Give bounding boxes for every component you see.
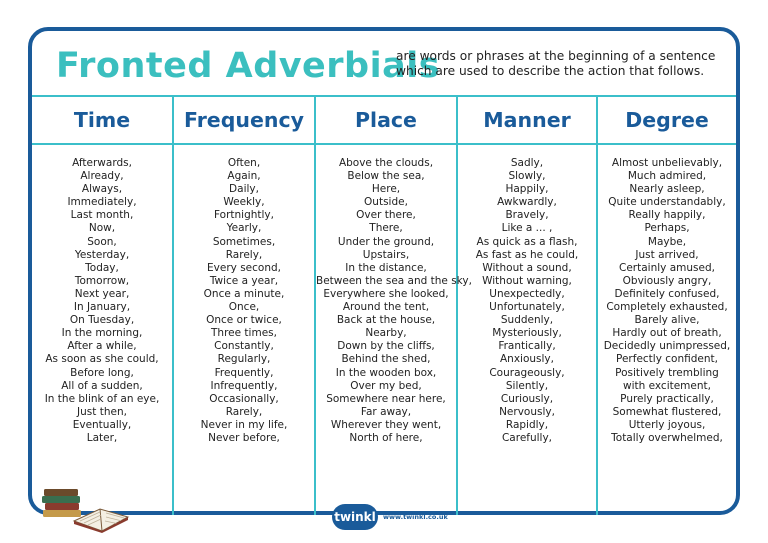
- list-item: Tomorrow,: [74, 274, 130, 287]
- column-manner: [458, 97, 598, 515]
- column-list-manner: [458, 145, 596, 445]
- list-item: Nearby,: [365, 327, 407, 340]
- column-list-frequency: [174, 145, 314, 445]
- column-list-time: [32, 145, 172, 445]
- list-item: Down by the cliffs,: [337, 340, 435, 353]
- column-frequency: [174, 97, 316, 515]
- list-item: Fortnightly,: [213, 209, 274, 222]
- list-item: Yesterday,: [74, 248, 130, 261]
- list-item: Suddenly,: [500, 314, 554, 327]
- list-item: Wherever they went,: [330, 418, 442, 431]
- column-heading-place: Place: [316, 97, 456, 145]
- list-item: Twice a year,: [209, 274, 279, 287]
- list-item: All of a sudden,: [61, 379, 143, 392]
- list-item: As soon as she could,: [45, 353, 159, 366]
- list-item: Totally overwhelmed,: [611, 431, 723, 444]
- list-item: Never before,: [208, 431, 280, 444]
- list-item: Without warning,: [482, 274, 572, 287]
- poster-frame: [28, 27, 740, 524]
- list-item: Eventually,: [72, 418, 132, 431]
- list-item: Between the sea and the sky,: [316, 274, 472, 287]
- list-item: Somewhere near here,: [326, 392, 446, 405]
- list-item: Just then,: [77, 405, 127, 418]
- list-item: Rapidly,: [505, 418, 549, 431]
- list-item: Outside,: [364, 196, 408, 209]
- list-item: Once a minute,: [203, 287, 285, 300]
- list-item: Sometimes,: [212, 235, 276, 248]
- list-item: Weekly,: [223, 196, 265, 209]
- list-item: As fast as he could,: [475, 248, 579, 261]
- list-item: Like a ... ,: [501, 222, 553, 235]
- list-item: Behind the shed,: [341, 353, 431, 366]
- column-heading-frequency: Frequency: [174, 97, 314, 145]
- column-list-degree: [598, 145, 736, 445]
- twinkl-logo: [332, 503, 472, 531]
- poster-header: [32, 31, 736, 97]
- twinkl-badge: twinkl: [332, 504, 378, 530]
- adverbial-columns: [32, 97, 736, 524]
- list-item: Nervously,: [499, 405, 555, 418]
- list-item: Once or twice,: [206, 314, 282, 327]
- list-item: Really happily,: [628, 209, 706, 222]
- list-item: Never in my life,: [200, 418, 288, 431]
- list-item: Barely alive,: [634, 314, 700, 327]
- list-item: Occasionally,: [209, 392, 279, 405]
- list-item: Afterwards,: [72, 157, 132, 169]
- list-item: As quick as a flash,: [476, 235, 578, 248]
- list-item: Above the clouds,: [338, 157, 434, 169]
- list-item: Bravely,: [505, 209, 549, 222]
- list-item: Utterly joyous,: [628, 418, 706, 431]
- list-item: Regularly,: [217, 353, 271, 366]
- list-item: Awkwardly,: [497, 196, 557, 209]
- list-item: There,: [369, 222, 403, 235]
- list-item: Here,: [371, 183, 401, 196]
- title-description: are words or phrases at the beginning of a sentence which are used to describe the action that follows.: [396, 49, 716, 78]
- list-item: Later,: [86, 431, 118, 444]
- list-item: Much admired,: [627, 170, 707, 183]
- column-place: [316, 97, 472, 515]
- list-item: In the blink of an eye,: [44, 392, 160, 405]
- column-degree: [598, 97, 736, 515]
- list-item: Maybe,: [647, 235, 687, 248]
- list-item: Just arrived,: [635, 248, 699, 261]
- list-item: Certainly amused,: [619, 261, 715, 274]
- list-item: Sadly,: [510, 157, 544, 169]
- list-item: Soon,: [87, 235, 117, 248]
- column-time: [32, 97, 174, 515]
- list-item: Below the sea,: [347, 170, 425, 183]
- list-item: Decidedly unimpressed,: [603, 340, 731, 353]
- list-item: In the wooden box,: [335, 366, 437, 379]
- list-item: Three times,: [211, 327, 277, 340]
- list-item: Frequently,: [214, 366, 274, 379]
- list-item: Slowly,: [508, 170, 546, 183]
- list-item: After a while,: [67, 340, 137, 353]
- list-item: Over there,: [356, 209, 416, 222]
- list-item: Upstairs,: [362, 248, 410, 261]
- list-item: Unexpectedly,: [489, 287, 565, 300]
- list-item: Positively trembling with excitement,: [615, 366, 719, 392]
- list-item: Daily,: [229, 183, 259, 196]
- list-item: Every second,: [207, 261, 281, 274]
- list-item: In the morning,: [61, 327, 143, 340]
- list-item: Often,: [227, 157, 261, 169]
- list-item: Courageously,: [489, 366, 565, 379]
- list-item: Back at the house,: [336, 314, 436, 327]
- list-item: Silently,: [505, 379, 549, 392]
- page-title: Fronted Adverbials: [56, 46, 441, 86]
- list-item: Once,: [228, 301, 260, 314]
- list-item: Perfectly confident,: [616, 353, 718, 366]
- list-item: Next year,: [74, 287, 130, 300]
- list-item: Perhaps,: [644, 222, 690, 235]
- list-item: Definitely confused,: [614, 287, 720, 300]
- column-heading-time: Time: [32, 97, 172, 145]
- list-item: Without a sound,: [482, 261, 572, 274]
- list-item: Under the ground,: [337, 235, 435, 248]
- list-item: Frantically,: [498, 340, 556, 353]
- list-item: Obviously angry,: [622, 274, 712, 287]
- list-item: Almost unbelievably,: [611, 157, 723, 169]
- list-item: Purely practically,: [620, 392, 714, 405]
- column-heading-degree: Degree: [598, 97, 736, 145]
- list-item: Last month,: [70, 209, 134, 222]
- list-item: Around the tent,: [342, 301, 430, 314]
- list-item: Everywhere she looked,: [323, 287, 449, 300]
- column-heading-manner: Manner: [458, 97, 596, 145]
- list-item: Over my bed,: [350, 379, 422, 392]
- column-list-place: [316, 145, 472, 445]
- books-icon: [40, 481, 132, 533]
- list-item: Completely exhausted,: [606, 301, 728, 314]
- list-item: Unfortunately,: [489, 301, 565, 314]
- list-item: Far away,: [360, 405, 412, 418]
- list-item: In the distance,: [345, 261, 427, 274]
- list-item: Hardly out of breath,: [612, 327, 722, 340]
- list-item: North of here,: [349, 431, 423, 444]
- list-item: Quite understandably,: [608, 196, 726, 209]
- list-item: Curiously,: [500, 392, 554, 405]
- list-item: Somewhat flustered,: [612, 405, 722, 418]
- list-item: Carefully,: [501, 431, 553, 444]
- list-item: Constantly,: [214, 340, 274, 353]
- twinkl-url: www.twinkl.co.uk: [383, 513, 448, 521]
- list-item: On Tuesday,: [69, 314, 135, 327]
- list-item: Again,: [227, 170, 261, 183]
- list-item: Already,: [80, 170, 124, 183]
- list-item: Nearly asleep,: [629, 183, 705, 196]
- list-item: Infrequently,: [210, 379, 278, 392]
- list-item: Mysteriously,: [492, 327, 562, 340]
- list-item: Before long,: [70, 366, 134, 379]
- list-item: Yearly,: [226, 222, 262, 235]
- list-item: In January,: [73, 301, 131, 314]
- list-item: Anxiously,: [500, 353, 554, 366]
- list-item: Immediately,: [67, 196, 137, 209]
- list-item: Today,: [85, 261, 119, 274]
- list-item: Now,: [88, 222, 116, 235]
- list-item: Rarely,: [225, 405, 263, 418]
- list-item: Rarely,: [225, 248, 263, 261]
- list-item: Happily,: [505, 183, 549, 196]
- list-item: Always,: [81, 183, 123, 196]
